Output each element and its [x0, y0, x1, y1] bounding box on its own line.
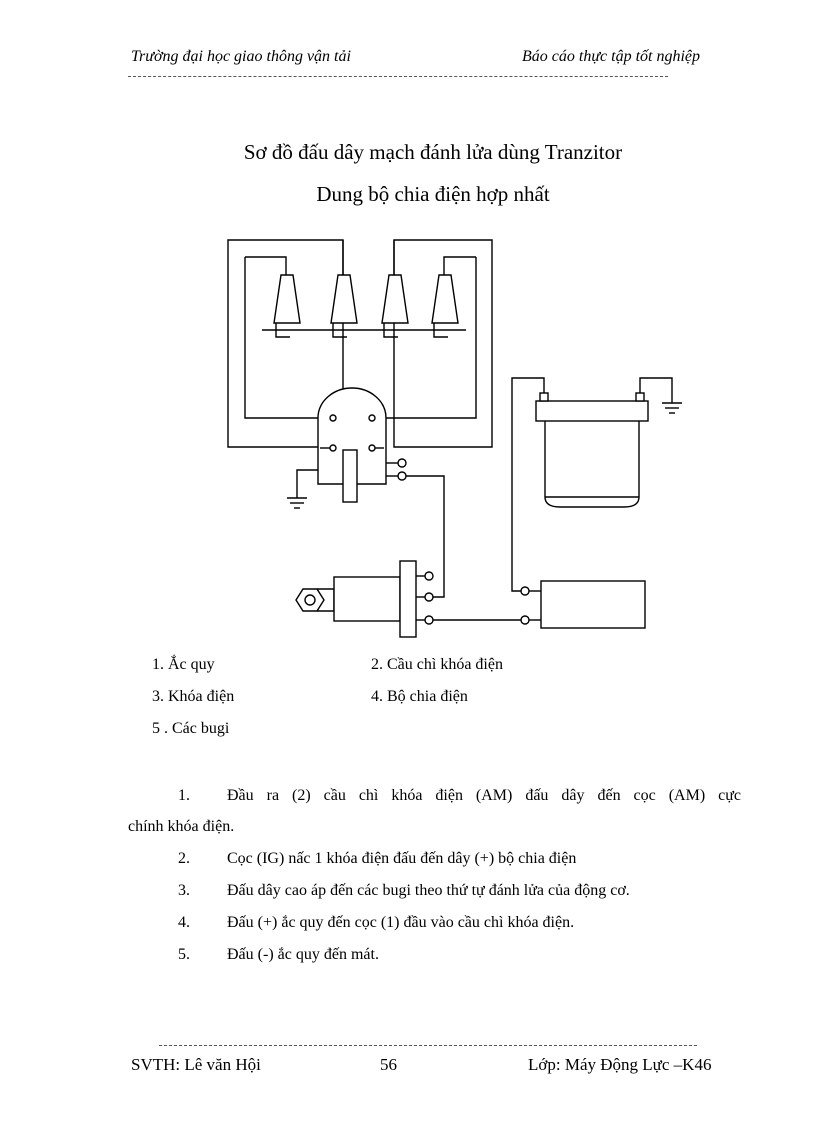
spark-plug [382, 275, 408, 337]
footer-class: Lớp: Máy Động Lực –K46 [528, 1055, 712, 1074]
legend-item-spark-plugs: 5 . Các bugi [152, 720, 230, 737]
page-number: 56 [380, 1055, 397, 1074]
legend-item-ignition-switch: 3. Khóa điện [152, 688, 235, 705]
step-text: Đầu ra (2) cầu chì khóa điện (AM) đấu dây đến cọc (AM) cực [227, 787, 741, 804]
step-number: 5. [178, 946, 190, 963]
header-report-type: Báo cáo thực tập tốt nghiệp [522, 48, 701, 65]
step-number: 2. [178, 850, 190, 867]
step-number: 4. [178, 914, 190, 931]
fuse-box [521, 581, 645, 628]
spark-plug [432, 275, 458, 337]
legend-item-fuse: 2. Cầu chì khóa điện [371, 656, 503, 673]
spark-plug [331, 275, 357, 337]
distributor [287, 388, 406, 508]
footer-student: SVTH: Lê văn Hội [131, 1055, 261, 1074]
step-text: Đấu dây cao áp đến các bugi theo thứ tự đánh lửa của động cơ. [227, 882, 630, 899]
step-text-continued: chính khóa điện. [128, 818, 235, 835]
spark-plug [274, 275, 300, 337]
step-text: Cọc (IG) nấc 1 khóa điện đấu đến dây (+) bộ chia điện [227, 850, 577, 867]
header-school: Trường đại học giao thông vận tải [131, 48, 351, 65]
step-text: Đấu (-) ắc quy đến mát. [227, 946, 379, 963]
legend-item-battery: 1. Ắc quy [152, 656, 215, 673]
step-number: 1. [178, 787, 190, 804]
footer-divider [159, 1045, 697, 1046]
ignition-switch [296, 561, 433, 637]
legend-item-distributor: 4. Bộ chia điện [371, 688, 468, 705]
diagram-title: Sơ đồ đấu dây mạch đánh lửa dùng Tranzitor [243, 140, 623, 164]
battery [536, 378, 682, 507]
step-number: 3. [178, 882, 190, 899]
step-text: Đấu (+) ắc quy đến cọc (1) đầu vào cầu chì khóa điện. [227, 914, 575, 931]
diagram-subtitle: Dung bộ chia điện hợp nhất [316, 182, 550, 206]
